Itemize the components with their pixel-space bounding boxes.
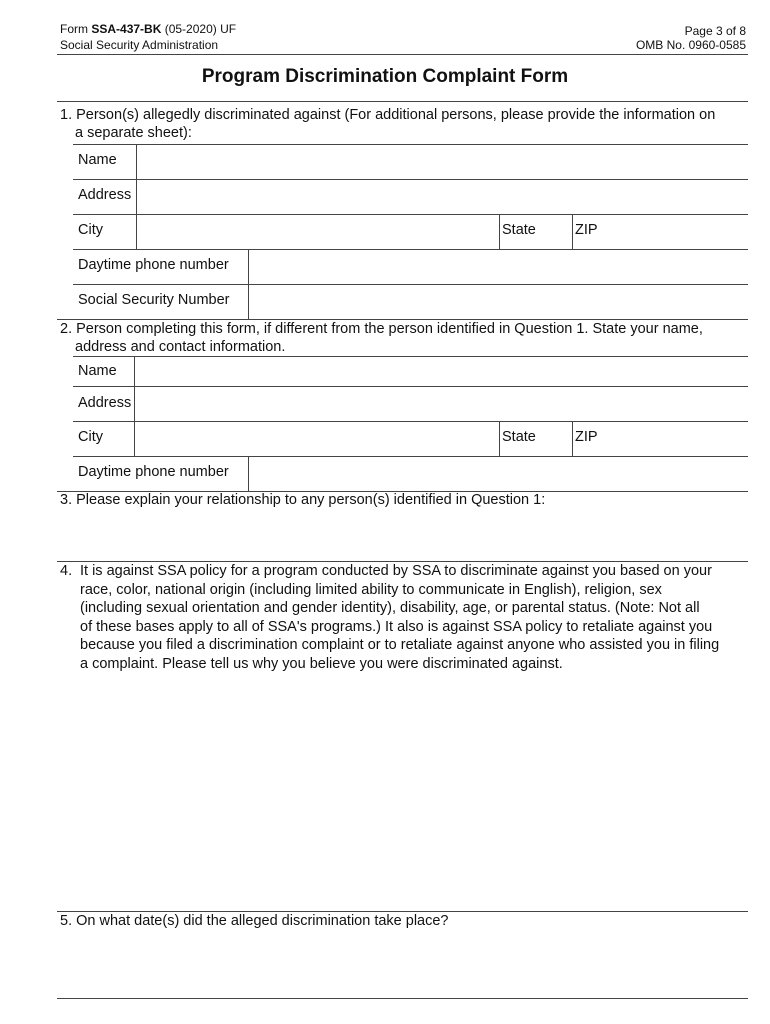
q1-zip-label: ZIP (575, 222, 598, 238)
q1-phone-label: Daytime phone number (78, 257, 229, 273)
form-id: SSA-437-BK (91, 22, 162, 36)
q4-line-6: a complaint. Please tell us why you believe you were discriminated against. (80, 655, 563, 672)
q1-text-line2: a separate sheet): (75, 125, 192, 141)
q4-number: 4. (60, 563, 73, 579)
q2-label-divider (134, 356, 135, 456)
q1-ssn-field[interactable] (250, 285, 746, 318)
q1-state-label: State (502, 222, 536, 238)
q4-line-2: race, color, national origin (including limited ability to communicate in English), religion, sex (80, 581, 662, 598)
q1-city-field[interactable] (138, 215, 498, 248)
q1-name-field[interactable] (138, 145, 746, 178)
q2-zip-label: ZIP (575, 429, 598, 445)
q4-line-5: because you filed a discrimination complaint or to retaliate against anyone who assisted you in filing (80, 637, 720, 653)
q2-text-line2: address and contact information. (75, 339, 286, 355)
q2-phone-label: Daytime phone number (78, 464, 229, 480)
q2-zip-field[interactable] (605, 422, 746, 455)
q4-line-1: It is against SSA policy for a program conducted by SSA to discriminate against you based on your (80, 563, 712, 579)
header-divider (57, 54, 748, 55)
q2-city-label: City (78, 429, 103, 445)
q5-text: 5. On what date(s) did the alleged discrimination take place? (60, 913, 449, 929)
form-number (60, 22, 236, 37)
q1-ssn-label: Social Security Number (78, 292, 230, 308)
page-number: Page 3 of 8 (684, 24, 746, 38)
q2-state-divider (499, 421, 500, 456)
q2-state-field[interactable] (540, 422, 570, 455)
q1-zip-field[interactable] (605, 215, 746, 248)
q1-zip-divider (572, 214, 573, 249)
q1-text-line1: 1. Person(s) allegedly discriminated against (For additional persons, please provide the information on (60, 107, 716, 123)
q2-name-field[interactable] (136, 357, 746, 385)
form-prefix: Form (60, 22, 92, 36)
q4-line-3: (including sexual orientation and gender identity), disability, age, or parental status. (Note: Not all (80, 600, 700, 616)
q5-answer-field[interactable] (60, 934, 746, 996)
q2-phone-field[interactable] (250, 457, 746, 490)
q2-address-field[interactable] (136, 387, 746, 420)
section-divider (57, 998, 748, 999)
q4-line-4: of these bases apply to all of SSA's programs.) It also is against SSA policy to retaliate against you (80, 618, 713, 635)
q1-address-field[interactable] (138, 180, 746, 213)
agency-name: Social Security Administration (60, 38, 219, 52)
q2-city-field[interactable] (136, 422, 498, 455)
q2-address-label: Address (78, 395, 132, 411)
q3-answer-field[interactable] (60, 512, 746, 560)
omb-number: OMB No. 0960-0585 (635, 38, 746, 52)
form-suffix: (05-2020) UF (161, 22, 237, 36)
q2-name-label: Name (78, 363, 117, 379)
q3-text: 3. Please explain your relationship to any person(s) identified in Question 1: (60, 492, 546, 508)
q2-phone-divider (248, 456, 249, 491)
q1-state-divider (499, 214, 500, 249)
q2-zip-divider (572, 421, 573, 456)
q1-city-label: City (78, 222, 103, 238)
q1-address-label: Address (78, 187, 132, 203)
q1-label-divider (136, 144, 137, 249)
q2-text-line1: 2. Person completing this form, if different from the person identified in Question 1. State your name, (60, 321, 703, 337)
q1-state-field[interactable] (540, 215, 570, 248)
section-divider (57, 101, 748, 102)
q1-name-label: Name (78, 152, 117, 168)
page-title: Program Discrimination Complaint Form (201, 66, 569, 87)
q1-phone-field[interactable] (250, 250, 746, 283)
q2-state-label: State (502, 429, 536, 445)
q4-answer-field[interactable] (60, 678, 746, 908)
